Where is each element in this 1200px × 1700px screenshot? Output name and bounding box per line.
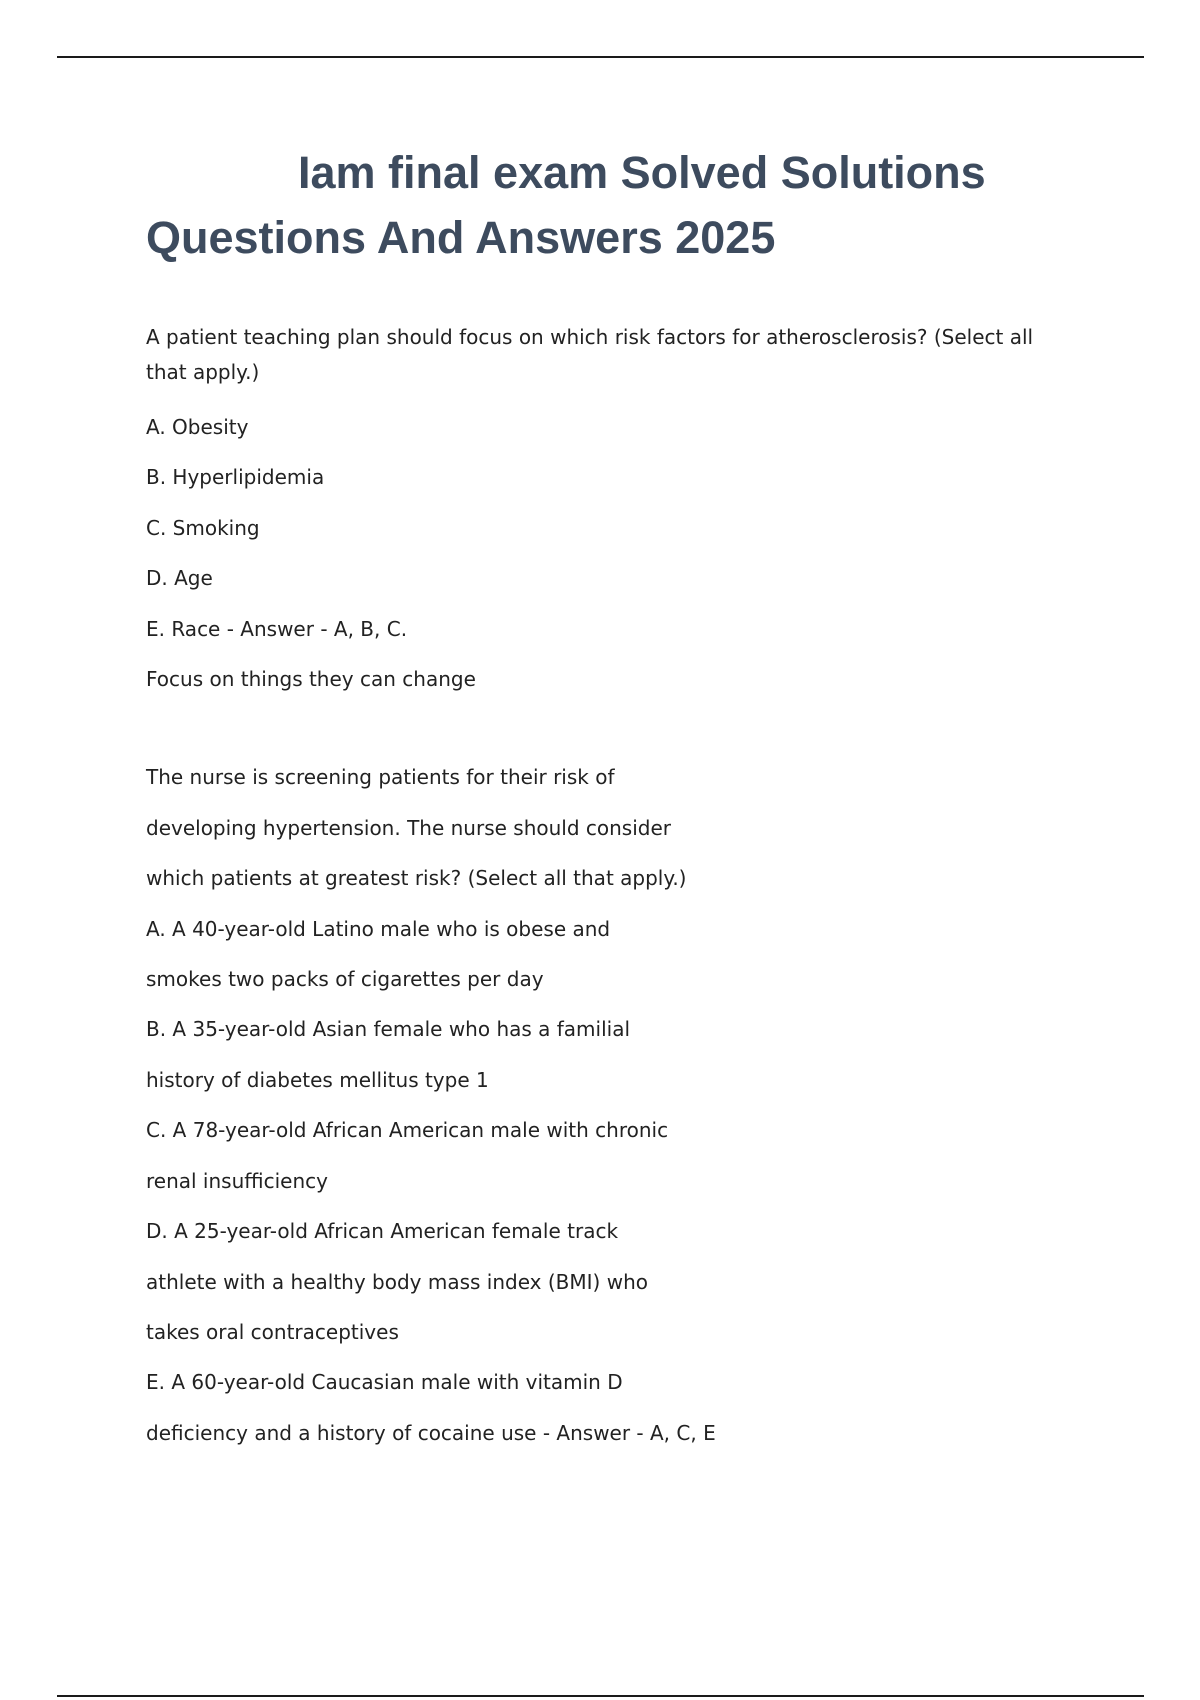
question-1-option-b: B. Hyperlipidemia	[146, 465, 325, 490]
question-1-option-a: A. Obesity	[146, 415, 249, 439]
document-body	[146, 320, 1076, 1458]
document-title	[146, 140, 1106, 270]
question-2-line: athlete with a healthy body mass index (BMI) who	[146, 1269, 648, 1294]
question-2-line: E. A 60-year-old Caucasian male with vitamin D	[146, 1370, 623, 1395]
question-2-line: D. A 25-year-old African American female track	[146, 1219, 619, 1244]
title-line-1: Iam final exam Solved Solutions	[298, 147, 986, 198]
header-rule	[57, 56, 1144, 58]
footer-rule	[57, 1695, 1144, 1697]
question-2-line: which patients at greatest risk? (Select all that apply.)	[146, 866, 687, 891]
question-2-line: A. A 40-year-old Latino male who is obese and	[146, 916, 611, 941]
question-2-line: B. A 35-year-old Asian female who has a familial	[146, 1017, 631, 1042]
question-2-line: The nurse is screening patients for their risk of	[146, 765, 615, 790]
question-2-line: renal insufficiency	[146, 1168, 328, 1193]
question-2-line: history of diabetes mellitus type 1	[146, 1067, 489, 1092]
question-2-line: C. A 78-year-old African American male with chronic	[146, 1118, 669, 1143]
question-2-answer-line: deficiency and a history of cocaine use - Answer - A, C, E	[146, 1420, 716, 1445]
question-1-option-e-answer: E. Race - Answer - A, B, C.	[146, 616, 408, 641]
question-1-option-d: D. Age	[146, 566, 213, 591]
question-1-stem: A patient teaching plan should focus on which risk factors for atherosclerosis? (Select all that apply.)	[146, 325, 1034, 384]
question-2-line: smokes two packs of cigarettes per day	[146, 967, 544, 992]
question-1-rationale: Focus on things they can change	[146, 667, 476, 692]
question-2-line: developing hypertension. The nurse should consider	[146, 815, 672, 840]
title-line-2: Questions And Answers 2025	[146, 212, 776, 263]
question-2-line: takes oral contraceptives	[146, 1319, 399, 1344]
question-1	[146, 320, 1076, 704]
question-2	[146, 752, 1076, 1458]
question-1-option-c: C. Smoking	[146, 515, 260, 540]
